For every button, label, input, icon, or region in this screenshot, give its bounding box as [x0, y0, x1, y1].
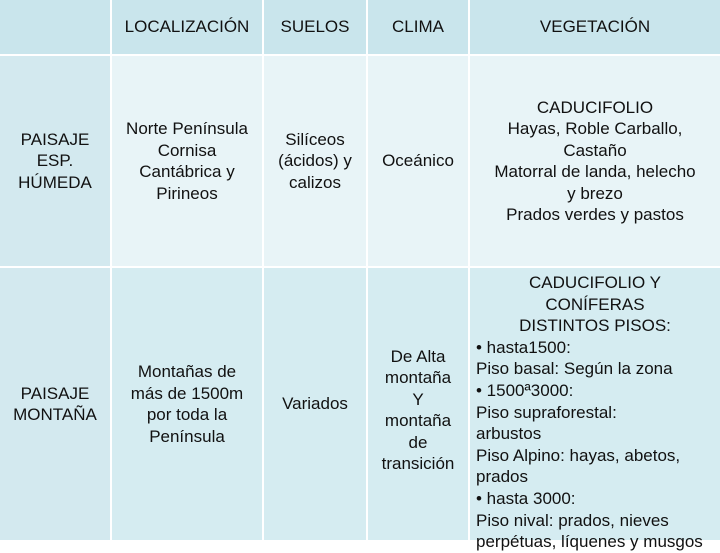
- row2-vegetacion-line: perpétuas, líquenes y musgos: [476, 532, 703, 552]
- row1-localizacion-line: Pirineos: [156, 183, 218, 203]
- row2-vegetacion-line: Piso supraforestal:: [476, 402, 617, 422]
- row2-suelos-line: Variados: [282, 394, 348, 414]
- row2-clima-line: de: [408, 432, 428, 452]
- row2-vegetacion-heading: CADUCIFOLIO Y: [529, 273, 661, 292]
- row1-suelos-line: (ácidos) y: [278, 151, 352, 171]
- row1-suelos: [264, 56, 366, 266]
- row2-vegetacion-line: Piso nival: prados, nieves: [476, 510, 669, 530]
- row2-localizacion-line: Montañas de: [137, 362, 237, 381]
- row2-vegetacion-line: Piso basal: Según la zona: [476, 359, 673, 379]
- row1-vegetacion-line: Castaño: [563, 140, 627, 160]
- row1-vegetacion-line: Prados verdes y pastos: [506, 205, 684, 224]
- row2-clima-line: transición: [381, 454, 455, 473]
- row1-paisaje-line: HÚMEDA: [18, 172, 92, 192]
- row1-localizacion-line: Cornisa: [157, 140, 217, 160]
- row2-vegetacion-line: prados: [476, 467, 528, 487]
- row2-clima-line: Y: [412, 389, 424, 409]
- row2-clima-line: De Alta: [390, 346, 446, 366]
- header-localizacion: LOCALIZACIÓN: [112, 0, 262, 54]
- row1-suelos-line: Silíceos: [285, 129, 345, 149]
- row1-vegetacion-line: Hayas, Roble Carballo,: [507, 119, 683, 138]
- row1-vegetacion-line: y brezo: [567, 183, 623, 203]
- header-clima: CLIMA: [368, 0, 468, 54]
- row2-suelos: [264, 268, 366, 540]
- row2-clima: [368, 268, 468, 540]
- row2-clima-line: montaña: [384, 368, 452, 387]
- row1-vegetacion-line: Matorral de landa, helecho: [494, 162, 696, 181]
- row2-localizacion: [112, 268, 262, 540]
- row2-vegetacion-heading: CONÍFERAS: [545, 294, 645, 314]
- row1-suelos-line: calizos: [289, 172, 341, 192]
- row1-localizacion: [112, 56, 262, 266]
- row2-localizacion-line: por toda la: [146, 405, 228, 424]
- row1-localizacion-line: Cantábrica y: [139, 162, 235, 181]
- row1-vegetacion: [470, 56, 720, 266]
- row2-paisaje-line: MONTAÑA: [13, 405, 97, 424]
- header-suelos: SUELOS: [264, 0, 366, 54]
- row1-paisaje: [0, 56, 110, 266]
- row1-vegetacion-line: CADUCIFOLIO: [536, 97, 654, 117]
- row2-vegetacion-line: arbustos: [476, 424, 542, 444]
- row1-paisaje-line: PAISAJE: [20, 129, 90, 149]
- row1-paisaje-line: ESP.: [36, 151, 74, 171]
- header-empty-cell: [0, 0, 110, 54]
- header-vegetacion: VEGETACIÓN: [470, 0, 720, 54]
- row1-clima: [368, 56, 468, 266]
- row2-vegetacion-line: • hasta 3000:: [476, 488, 576, 508]
- row1-localizacion-line: Norte Península: [126, 119, 248, 138]
- row2-vegetacion-line: • hasta1500:: [476, 337, 571, 357]
- row2-clima-line: montaña: [384, 411, 452, 430]
- row2-vegetacion-line: Piso Alpino: hayas, abetos,: [476, 445, 681, 465]
- row2-localizacion-line: Península: [149, 426, 225, 446]
- row2-paisaje-line: PAISAJE: [20, 383, 90, 403]
- row2-paisaje: [0, 268, 110, 540]
- row2-localizacion-line: más de 1500m: [130, 383, 244, 403]
- row1-clima-line: Oceánico: [382, 151, 454, 171]
- row2-vegetacion-heading: DISTINTOS PISOS:: [519, 316, 671, 336]
- row2-vegetacion-line: • 1500ª3000:: [476, 380, 574, 400]
- row2-vegetacion: [470, 268, 720, 552]
